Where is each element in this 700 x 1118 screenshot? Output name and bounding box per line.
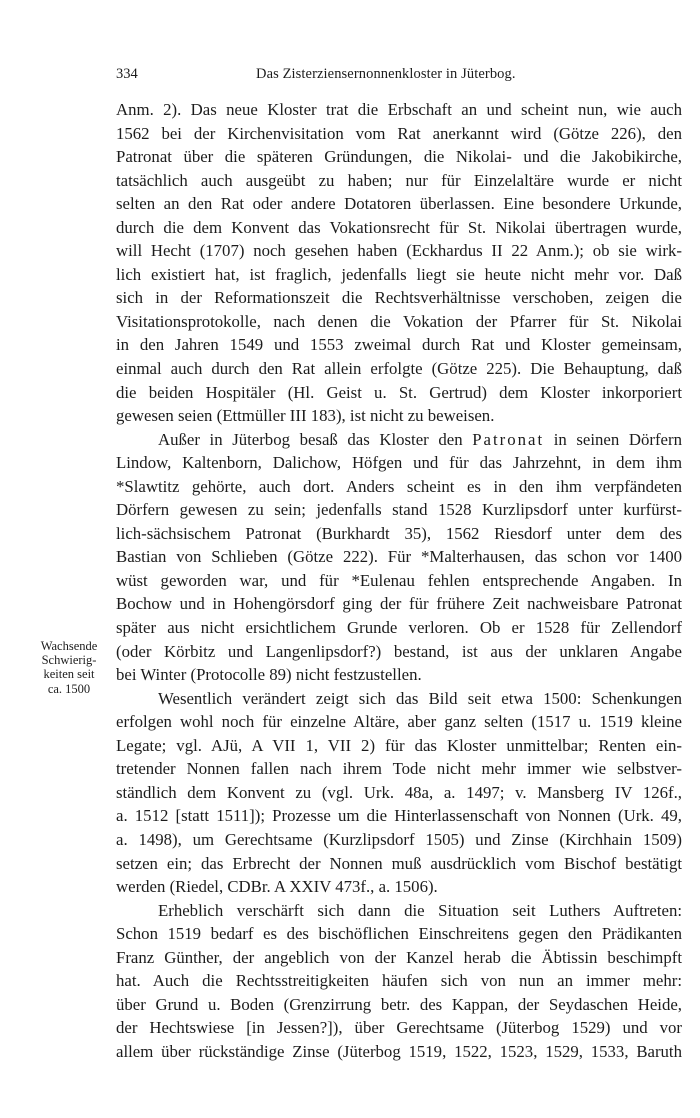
text-line: Dörfern gewesen zu sein; jedenfalls stand 1528 Kurzlipsdorf unter kurfürst- <box>116 500 682 520</box>
text-line: lich-sächsischem Patronat (Burkhardt 35), 1562 Riesdorf unter dem des <box>116 523 682 543</box>
text-line: in den Jahren 1549 und 1553 zweimal durch Rat und Kloster gemeinsam, <box>116 335 682 355</box>
text-line: später aus nicht ersichtlichem Grunde verloren. Ob er 1528 für Zellendorf <box>116 618 682 638</box>
margin-note-line: ca. 1500 <box>47 681 91 696</box>
text-line: über Grund u. Boden (Grenzirrung betr. des Kappan, der Seydaschen Heide, <box>116 994 682 1014</box>
text-line: Franz Günther, der angeblich von der Kanzel herab die Äbtissin beschimpft <box>116 947 682 967</box>
text-line: sich in der Reformationszeit die Rechtsverhältnisse verschoben, zeigen die <box>116 288 682 308</box>
text-line: Wesentlich verändert zeigt sich das Bild seit etwa 1500: Schenkungen <box>158 688 682 708</box>
text-line: ständlich dem Konvent zu (vgl. Urk. 48a, a. 1497; v. Mansberg IV 126f., <box>116 782 682 802</box>
running-title: Das Zisterziensernonnenkloster in Jüterbog. <box>256 66 516 82</box>
body-text <box>116 98 682 1063</box>
text-line: durch die dem Konvent das Vokationsrecht für St. Nikolai übertragen wurde, <box>116 217 682 237</box>
text-line: 1562 bei der Kirchenvisitation vom Rat anerkannt wird (Götze 226), den <box>116 123 682 143</box>
text-line-with-emphasis <box>116 428 682 452</box>
margin-note-line: Wachsende <box>40 639 98 653</box>
text-fragment: in seinen Dörfern <box>553 429 682 449</box>
margin-note <box>30 639 108 696</box>
text-line: Legate; vgl. AJü, A VII 1, VII 2) für das Kloster unmittelbar; Renten ein- <box>116 735 682 755</box>
text-line: Bastian von Schlieben (Götze 222). Für *Malterhausen, das schon vor 1400 <box>116 547 682 567</box>
text-line: Schon 1519 bedarf es des bischöflichen Einschreitens gegen den Prädikanten <box>116 924 682 944</box>
text-line: setzen ein; das Erbrecht der Nonnen muß ausdrücklich vom Bischof bestätigt <box>116 853 682 873</box>
text-line: (oder Körbitz und Langenlipsdorf?) bestand, ist aus der unklaren Angabe <box>116 641 682 661</box>
text-line: *Slawtitz gehörte, auch dort. Anders scheint es in den ihm verpfändeten <box>116 476 682 496</box>
text-line: Patronat über die späteren Gründungen, die Nikolai- und die Jakobikirche, <box>116 147 682 167</box>
emphasis-word: Patronat <box>472 429 545 449</box>
page-header <box>116 66 686 88</box>
text-line: selten an den Rat oder andere Dotatoren überlassen. Eine besondere Urkunde, <box>116 194 682 214</box>
text-line: tatsächlich auch ausgeübt zu haben; nur für Einzelaltäre wurde er nicht <box>116 170 682 190</box>
text-line: allem über rückständige Zinse (Jüterbog 1519, 1522, 1523, 1529, 1533, Baruth <box>116 1041 682 1061</box>
text-line: werden (Riedel, CDBr. A XXIV 473f., a. 1506). <box>116 877 438 897</box>
text-line: erfolgen wohl noch für einzelne Altäre, aber ganz selten (1517 u. 1519 kleine <box>116 712 682 732</box>
text-line: hat. Auch die Rechtsstreitigkeiten häufen sich von nun an immer mehr: <box>116 971 682 991</box>
text-line: will Hecht (1707) noch gesehen haben (Eckhardus II 22 Anm.); ob sie wirk- <box>116 241 682 261</box>
text-line: Bochow und in Hohengörsdorf ging der für frühere Zeit nachweisbare Patronat <box>116 594 682 614</box>
page-number: 334 <box>116 66 138 82</box>
text-fragment: Außer in Jüterbog besaß das Kloster den <box>158 429 463 449</box>
text-line: gewesen seien (Ettmüller III 183), ist nicht zu beweisen. <box>116 406 495 426</box>
margin-note-line: keiten seit <box>43 667 95 682</box>
text-line: der Hechtswiese [in Jessen?]), über Gerechtsame (Jüterbog 1529) und vor <box>116 1018 682 1038</box>
text-line: bei Winter (Protocolle 89) nicht festzustellen. <box>116 665 422 685</box>
text-line: Visitationsprotokolle, nach denen die Vokation der Pfarrer für St. Nikolai <box>116 311 682 331</box>
margin-note-line: Schwierig- <box>41 653 97 668</box>
text-line: wüst geworden war, und für *Eulenau fehlen entsprechende Angaben. In <box>116 570 682 590</box>
text-line: die beiden Hospitäler (Hl. Geist u. St. Gertrud) dem Kloster inkorporiert <box>116 382 682 402</box>
text-line: tretender Nonnen fallen nach ihrem Tode nicht mehr immer wie selbstver- <box>116 759 682 779</box>
text-line: Lindow, Kaltenborn, Dalichow, Höfgen und für das Jahrzehnt, in dem ihm <box>116 453 682 473</box>
text-line: Anm. 2). Das neue Kloster trat die Erbschaft an und scheint nun, wie auch <box>116 100 682 119</box>
text-line: einmal auch durch den Rat allein erfolgte (Götze 225). Die Behauptung, daß <box>116 359 682 379</box>
text-line: a. 1498), um Gerechtsame (Kurzlipsdorf 1505) und Zinse (Kirchhain 1509) <box>116 829 682 849</box>
text-line: lich existiert hat, ist fraglich, jedenfalls liegt sie heute nicht mehr vor. Daß <box>116 264 682 284</box>
text-line: a. 1512 [statt 1511]); Prozesse um die Hinterlassenschaft von Nonnen (Urk. 49, <box>116 806 682 826</box>
text-line: Erheblich verschärft sich dann die Situation seit Luthers Auftreten: <box>158 900 682 920</box>
